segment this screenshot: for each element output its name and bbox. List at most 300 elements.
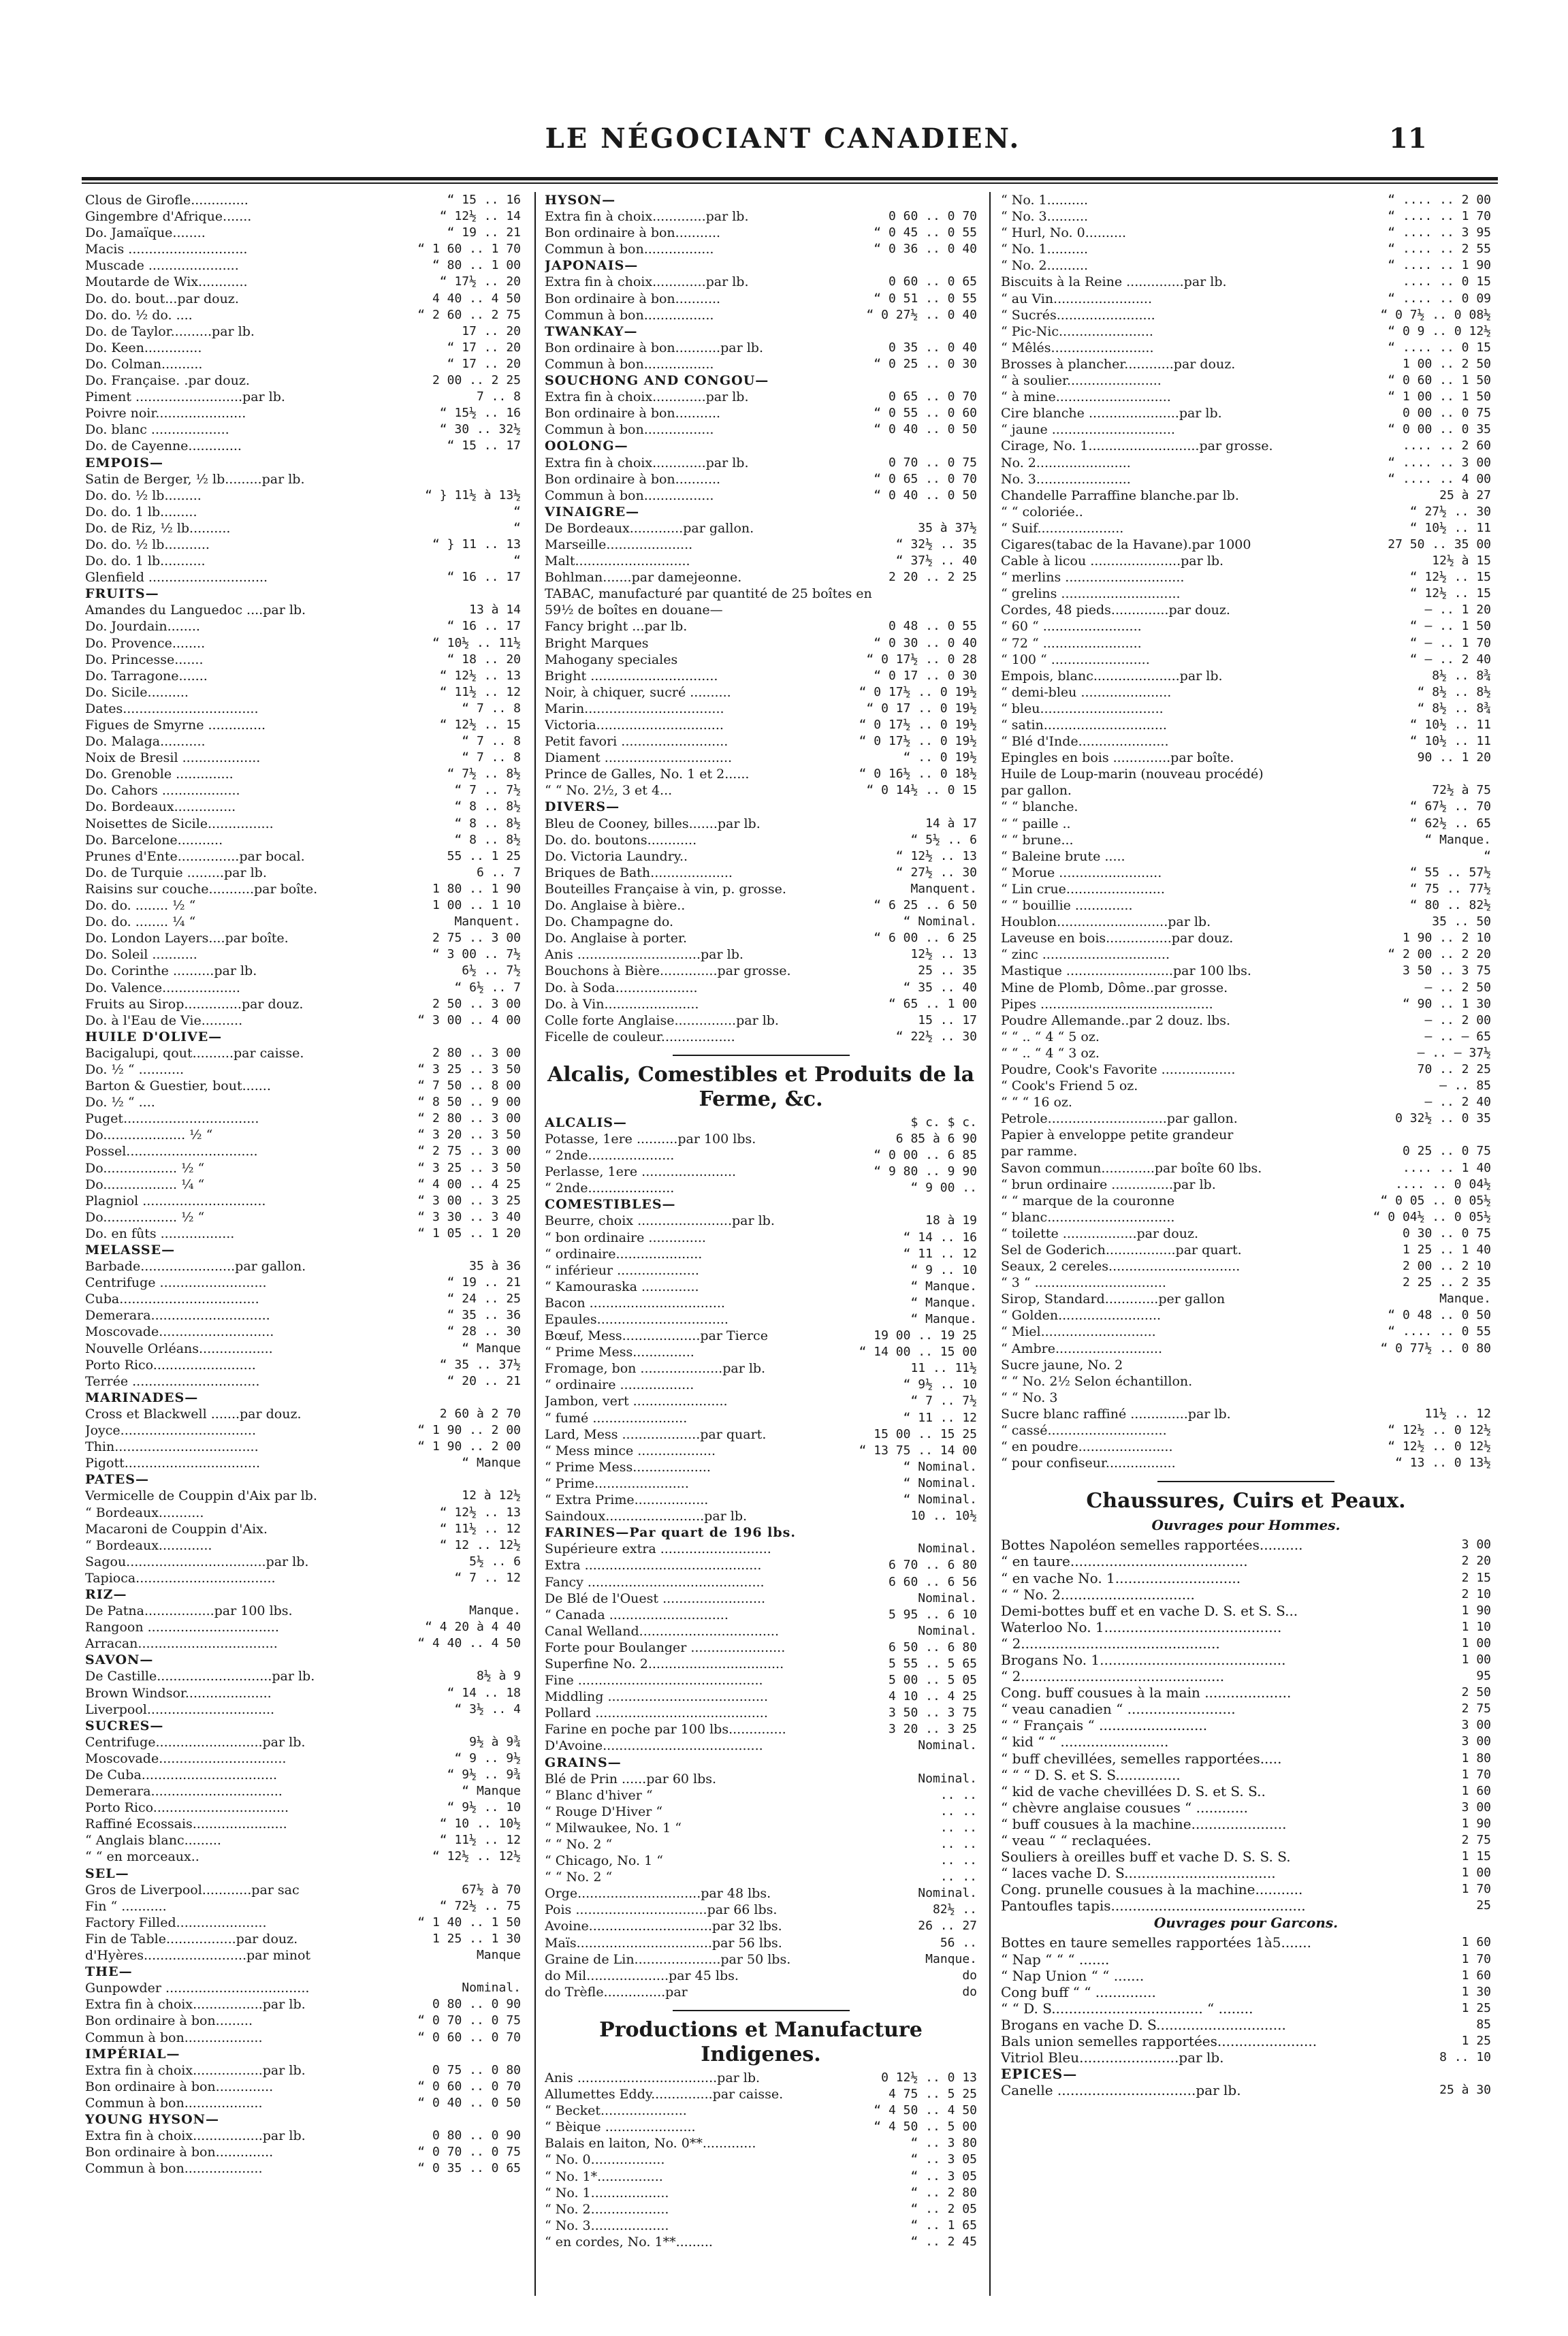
item-price: 0 80 .. 0 90 — [432, 2128, 521, 2143]
price-row — [1001, 980, 1491, 996]
item-label: “ No. 2.......... — [1001, 258, 1089, 274]
item-price: 0 32½ .. 0 35 — [1395, 1111, 1491, 1126]
item-label: “ No. 1.......... — [1001, 242, 1089, 257]
price-row — [545, 586, 977, 602]
item-label: Do. Corinthe ..........par lb. — [85, 963, 257, 979]
item-label: Pigott................................. — [85, 1456, 261, 1471]
item-price: “ 62½ .. 65 — [1409, 816, 1491, 831]
item-label: “ 2nde..................... — [545, 1181, 675, 1196]
item-label: “ Nap “ “ “ ....... — [1001, 1951, 1110, 1968]
item-label: ALCALIS— — [545, 1115, 627, 1130]
item-label: Do. à Vin....................... — [545, 996, 699, 1012]
item-label: “ 60 “ ........................ — [1001, 619, 1142, 635]
item-label: De Patna.................par 100 lbs. — [85, 1603, 293, 1619]
price-row — [85, 504, 521, 520]
price-row — [85, 405, 521, 421]
item-label: “ ordinaire .................. — [545, 1377, 694, 1393]
price-row — [85, 1373, 521, 1390]
price-row — [85, 438, 521, 454]
item-label: Do. de Turquie .........par lb. — [85, 865, 267, 880]
price-row — [85, 963, 521, 979]
item-label: Sel de Goderich.................par quart. — [1001, 1243, 1242, 1258]
item-price: 6 50 .. 6 80 — [888, 1639, 977, 1654]
item-price: 0 48 .. 0 55 — [888, 619, 977, 634]
price-row — [545, 274, 977, 290]
item-label: Do. Française. .par douz. — [85, 373, 250, 389]
item-price: “ 9 .. 9½ — [454, 1750, 521, 1765]
price-row — [545, 553, 977, 569]
item-label: Poudre, Cook's Favorite .................. — [1001, 1061, 1236, 1077]
item-label: Mahogany speciales — [545, 652, 678, 667]
item-price: 7 .. 8 — [476, 389, 521, 404]
item-label: Brogans en vache D. S.............................. — [1001, 2016, 1286, 2033]
price-row — [1001, 1799, 1491, 1816]
item-price: 0 70 .. 0 75 — [888, 455, 977, 470]
section-heading — [85, 2046, 521, 2062]
item-label: Do. do. bout...par douz. — [85, 291, 239, 306]
price-row — [85, 816, 521, 832]
price-row — [1001, 1242, 1491, 1258]
item-price: .. .. — [940, 1804, 977, 1819]
item-price: “ .. 2 45 — [910, 2234, 977, 2249]
item-label: “ demi-bleu ...................... — [1001, 684, 1172, 700]
price-row — [85, 1685, 521, 1701]
item-price: “ Nominal. — [903, 914, 977, 929]
price-row — [1001, 1094, 1491, 1110]
price-row — [1001, 487, 1491, 504]
item-price: “ 0 25 .. 0 30 — [874, 356, 977, 371]
price-row — [1001, 914, 1491, 930]
item-label: Commun à bon................. — [545, 487, 714, 503]
item-price: “ .. 0 19½ — [903, 750, 977, 765]
price-row — [85, 1143, 521, 1159]
price-row — [545, 1246, 977, 1262]
price-row — [1001, 1061, 1491, 1078]
item-label: Prunes d'Ente...............par bocal. — [85, 848, 305, 864]
item-label: “ “ No. 2½ Selon échantillon. — [1001, 1373, 1193, 1389]
item-label: Petrole.............................par gallon. — [1001, 1111, 1238, 1127]
item-label: Do. do. ½ lb........... — [85, 537, 210, 552]
item-price: “ 22½ .. 30 — [895, 1029, 977, 1044]
price-row — [545, 652, 977, 668]
section-heading — [85, 2111, 521, 2128]
item-label: Moscovade............................... — [85, 1750, 287, 1766]
price-row — [85, 257, 521, 274]
price-row — [545, 2119, 977, 2135]
price-row — [545, 684, 977, 701]
price-row — [1001, 946, 1491, 963]
item-price: 1 90 — [1461, 1603, 1491, 1618]
item-label: Cong buff “ “ .............. — [1001, 1983, 1156, 2000]
price-row — [85, 2013, 521, 2029]
price-row — [85, 1619, 521, 1635]
item-price: “ 1 60 .. 1 70 — [417, 242, 521, 257]
price-row — [1001, 1951, 1491, 1968]
section-heading — [85, 455, 521, 471]
item-price: — .. 2 00 — [1424, 1012, 1491, 1027]
item-price: “ 10½ .. 11½ — [432, 635, 521, 650]
price-row — [1001, 1934, 1491, 1951]
price-row — [1001, 1652, 1491, 1668]
item-price: 2 75 — [1461, 1701, 1491, 1716]
price-row — [85, 1882, 521, 1898]
item-label: “ “ bouillie .............. — [1001, 898, 1133, 914]
item-label: De Castille............................par lb. — [85, 1669, 315, 1684]
price-row — [545, 2135, 977, 2151]
item-price: “ .... .. 0 55 — [1388, 1324, 1491, 1339]
item-label: “ Hurl, No. 0.......... — [1001, 225, 1127, 241]
item-label: SEL— — [85, 1866, 129, 1881]
item-label: Commun à bon................... — [85, 2095, 263, 2111]
price-row — [85, 225, 521, 241]
item-label: “ No. 3................... — [545, 2218, 669, 2233]
item-label: Bright Marques — [545, 635, 649, 651]
item-price: “ 12½ .. 0 12½ — [1388, 1423, 1491, 1438]
price-row — [545, 881, 977, 897]
item-label: Bon ordinaire à bon........... — [545, 291, 721, 306]
item-label: Bon ordinaire à bon.............. — [85, 2079, 274, 2094]
price-row — [85, 1734, 521, 1750]
price-row — [85, 1406, 521, 1422]
item-price: “ .. 3 05 — [910, 2169, 977, 2183]
item-label: “ Extra Prime.................. — [545, 1492, 709, 1508]
price-row — [1001, 1422, 1491, 1439]
item-label: “ à mine............................ — [1001, 389, 1171, 405]
item-price: “ 7 .. 8 — [462, 701, 521, 716]
price-row — [1001, 1177, 1491, 1193]
item-label: Poudre Allemande..par 2 douz. lbs. — [1001, 1012, 1231, 1028]
item-price: “ 35 .. 37½ — [439, 1357, 521, 1372]
price-row — [545, 1344, 977, 1360]
price-row — [85, 389, 521, 405]
price-row — [1001, 1390, 1491, 1406]
item-price: “ Manque — [462, 1456, 521, 1471]
item-price: 17 .. 20 — [462, 323, 521, 338]
price-row — [1001, 520, 1491, 537]
item-price: “ 80 .. 1 00 — [432, 258, 521, 273]
item-price: 90 .. 1 20 — [1417, 750, 1491, 765]
item-price: 6 70 .. 6 80 — [888, 1558, 977, 1573]
item-label: Demerara................................ — [85, 1784, 283, 1799]
section-heading — [85, 586, 521, 602]
item-label: Do. Jourdain........ — [85, 619, 200, 635]
price-row — [85, 750, 521, 766]
item-price: “ 75 .. 77½ — [1409, 881, 1491, 896]
item-price: “ } 11½ à 13½ — [425, 487, 521, 502]
price-row — [545, 766, 977, 782]
price-row — [545, 602, 977, 618]
item-label: Puget................................. — [85, 1111, 259, 1127]
price-row — [1001, 1275, 1491, 1291]
item-label: “ Prime Mess................... — [545, 1459, 711, 1475]
item-price: “ 0 70 .. 0 75 — [417, 2145, 521, 2160]
section-heading — [545, 257, 977, 274]
item-label: Do. en fûts .................. — [85, 1226, 235, 1241]
item-price: 0 60 .. 0 65 — [888, 274, 977, 289]
item-label: “ “ Français “ ......................... — [1001, 1717, 1208, 1734]
item-label: Do. Jamaïque........ — [85, 225, 206, 241]
item-label: “ No. 1.......... — [1001, 193, 1089, 208]
price-row — [85, 668, 521, 684]
price-row — [85, 241, 521, 257]
item-label: Fin de Table.................par douz. — [85, 1931, 298, 1947]
price-row — [1001, 1619, 1491, 1635]
section-heading — [85, 1242, 521, 1258]
price-row — [1001, 405, 1491, 421]
price-row — [545, 1029, 977, 1045]
item-price: “ 67½ .. 70 — [1409, 799, 1491, 814]
item-price: 1 80 — [1461, 1750, 1491, 1765]
item-label: Cross et Blackwell .......par douz. — [85, 1406, 302, 1422]
item-price: “ 3 00 .. 7½ — [432, 947, 521, 962]
item-price: “ 2 80 .. 3 00 — [417, 1111, 521, 1126]
item-price: “ 35 .. 36 — [447, 1308, 521, 1323]
price-row — [545, 635, 977, 652]
item-label: Blé de Prin ......par 60 lbs. — [545, 1771, 717, 1787]
price-row — [85, 1307, 521, 1324]
item-price: 1 00 .. 2 50 — [1402, 356, 1491, 371]
item-label: Allumettes Eddy...............par caisse. — [545, 2087, 784, 2102]
item-price: 8½ .. 8¾ — [1432, 668, 1491, 683]
price-row — [545, 1360, 977, 1377]
item-label: Balais en laiton, No. 0**............. — [545, 2136, 756, 2151]
item-label: “ veau “ “ reclaquées. — [1001, 1832, 1151, 1849]
item-price: 8 .. 10 — [1439, 2050, 1491, 2065]
item-label: Do. do. 1 lb........... — [85, 554, 206, 569]
item-price: 1 90 .. 2 10 — [1402, 931, 1491, 946]
item-price: 3 50 .. 3 75 — [1402, 963, 1491, 978]
item-price: 56 .. — [940, 1935, 977, 1950]
item-label: “ Ambre.......................... — [1001, 1341, 1163, 1356]
item-label: PATES— — [85, 1472, 149, 1488]
item-label: Demi-bottes buff et en vache D. S. et S. S... — [1001, 1602, 1298, 1619]
item-label: Middling ....................................... — [545, 1689, 768, 1705]
item-label: Liverpool............................... — [85, 1701, 275, 1717]
item-label: “ Kamouraska .............. — [545, 1279, 699, 1294]
item-price: 82½ .. — [932, 1902, 977, 1917]
price-row — [545, 356, 977, 372]
item-price: “ 0 05 .. 0 05½ — [1380, 1193, 1491, 1208]
item-label: Glenfield ............................. — [85, 570, 268, 586]
price-row — [85, 1505, 521, 1521]
item-label: Avoine..............................par 32 lbs. — [545, 1919, 782, 1934]
item-price: “ 24 .. 25 — [447, 1292, 521, 1307]
item-price: “ 3 30 .. 3 40 — [417, 1209, 521, 1224]
item-label: Porto Rico................................. — [85, 1800, 289, 1816]
price-row — [1001, 2017, 1491, 2033]
item-label: Rangoon ................................ — [85, 1620, 279, 1635]
item-price: “ 16 .. 17 — [447, 619, 521, 634]
item-price: “ 7 .. 7½ — [454, 783, 521, 798]
item-label: “ Pic-Nic....................... — [1001, 323, 1153, 339]
item-price: 2 50 — [1461, 1685, 1491, 1700]
item-label: Do. de Riz, ½ lb.......... — [85, 520, 231, 536]
price-row — [1001, 1291, 1491, 1307]
price-row — [85, 733, 521, 750]
item-price: 1 00 .. 1 10 — [432, 898, 521, 913]
item-price: “ 9½ .. 10 — [447, 1800, 521, 1815]
item-label: Gunpowder ................................... — [85, 1981, 310, 1996]
price-row — [545, 2218, 977, 2234]
item-price: 1 25 .. 1 30 — [432, 1931, 521, 1946]
item-price: “ 14 .. 16 — [903, 1230, 977, 1245]
price-row — [85, 2079, 521, 2095]
price-row — [1001, 569, 1491, 586]
item-label: “ en vache No. 1............................. — [1001, 1569, 1241, 1586]
item-label: “ zinc ............................... — [1001, 947, 1170, 963]
price-row — [85, 996, 521, 1012]
item-label: DIVERS— — [545, 799, 620, 815]
price-row — [545, 963, 977, 979]
item-price: “ 14 00 .. 15 00 — [859, 1345, 977, 1360]
section-heading — [545, 1755, 977, 1771]
item-price: “ — .. 1 50 — [1409, 619, 1491, 634]
item-price: 72½ à 75 — [1432, 783, 1491, 798]
item-price: 3 00 — [1461, 1718, 1491, 1733]
item-label: Vitriol Bleu.......................par lb. — [1001, 2049, 1224, 2066]
item-label: “ Miel............................ — [1001, 1324, 1156, 1340]
item-price: “ 0 17½ .. 0 19½ — [859, 684, 977, 699]
item-label: GRAINS— — [545, 1755, 622, 1770]
item-price: 35 .. 50 — [1432, 914, 1491, 929]
item-price: .... .. 0 15 — [1402, 274, 1491, 289]
item-label: Commun à bon................... — [85, 2161, 263, 2177]
section-heading — [545, 323, 977, 340]
item-label: Gingembre d'Afrique....... — [85, 209, 252, 225]
item-price: “ 3 00 .. 4 00 — [417, 1012, 521, 1027]
item-price: Nominal. — [918, 1771, 977, 1786]
item-price: 5½ .. 6 — [469, 1554, 521, 1569]
section-heading — [545, 1115, 977, 1131]
item-label: Bon ordinaire à bon........... — [545, 406, 721, 421]
price-row — [1001, 1537, 1491, 1553]
price-row — [85, 1947, 521, 1964]
item-label: COMESTIBLES— — [545, 1197, 676, 1213]
item-label: Mastique ..........................par 100 lbs. — [1001, 963, 1251, 979]
item-label: Mine de Plomb, Dôme..par grosse. — [1001, 980, 1228, 995]
item-price: Nominal. — [918, 1886, 977, 1901]
item-label: “ “ .. “ 4 “ 3 oz. — [1001, 1045, 1100, 1061]
item-price: “ .... .. 3 00 — [1388, 455, 1491, 470]
item-price: “ 2 60 .. 2 75 — [417, 307, 521, 322]
item-label: Macaroni de Couppin d'Aix. — [85, 1521, 268, 1537]
item-label: “ veau canadien “ ......................... — [1001, 1701, 1236, 1718]
item-price: “ Manque — [462, 1341, 521, 1356]
item-label: Canal Welland.................................. — [545, 1623, 779, 1639]
item-label: “ brun ordinaire ...............par lb. — [1001, 1177, 1216, 1192]
item-price: “ 55 .. 57½ — [1409, 865, 1491, 880]
item-price: “ Nominal. — [903, 1492, 977, 1507]
item-price: “ 7 .. 8 — [462, 734, 521, 749]
item-label: “ Morue ......................... — [1001, 865, 1162, 880]
item-label: “ Blé d'Inde...................... — [1001, 734, 1169, 750]
price-row — [85, 652, 521, 668]
item-price: “ Manque. — [1424, 832, 1491, 847]
price-row — [85, 1832, 521, 1849]
price-row — [545, 1689, 977, 1705]
item-label: Do. Victoria Laundry.. — [545, 848, 688, 864]
item-label: “ laces vache D. S................................... — [1001, 1865, 1276, 1882]
price-row — [1001, 192, 1491, 208]
price-row — [85, 980, 521, 996]
item-label: De Bordeaux.............par gallon. — [545, 520, 754, 536]
item-price: “ 8½ .. 8¾ — [1417, 701, 1491, 716]
item-price: “ 1 90 .. 2 00 — [417, 1439, 521, 1454]
price-row — [1001, 1570, 1491, 1586]
price-row — [1001, 1717, 1491, 1733]
item-label: TABAC, manufacturé par quantité de 25 boîtes en — [545, 586, 872, 602]
item-price: “ 30 .. 32½ — [439, 422, 521, 437]
item-label: OOLONG— — [545, 438, 628, 454]
item-price: — .. 85 — [1439, 1078, 1491, 1093]
item-label: Noir, à chiquer, sucré .......... — [545, 684, 731, 700]
item-label: “ “ blanche. — [1001, 799, 1078, 815]
item-label: Extra fin à choix.................par lb. — [85, 2062, 306, 2078]
price-row — [1001, 1750, 1491, 1767]
item-label: Huile de Loup-marin (nouveau procédé) — [1001, 767, 1264, 782]
section-heading — [545, 1524, 977, 1541]
item-label: “ Bordeaux............. — [85, 1537, 212, 1553]
item-price: 2 15 — [1461, 1570, 1491, 1585]
item-label: Do. Valence................... — [85, 980, 240, 995]
price-row — [545, 701, 977, 717]
item-label: “ fumé ....................... — [545, 1410, 688, 1426]
item-price: 1 15 — [1461, 1849, 1491, 1864]
item-price: 0 12½ .. 0 13 — [881, 2070, 977, 2085]
item-label: “ “ No. 2½, 3 et 4... — [545, 783, 673, 799]
item-label: Do. ½ “ ........... — [85, 1061, 185, 1077]
price-row — [1001, 1849, 1491, 1865]
price-row — [85, 1341, 521, 1357]
price-row — [85, 1061, 521, 1078]
item-label: No. 3....................... — [1001, 471, 1131, 487]
price-row — [1001, 586, 1491, 602]
item-label: Fromage, bon ....................par lb. — [545, 1361, 766, 1377]
item-label: SOUCHONG AND CONGOU— — [545, 373, 769, 389]
item-label: Gros de Liverpool............par sac — [85, 1882, 300, 1898]
price-row — [545, 2070, 977, 2086]
price-row — [85, 1357, 521, 1373]
price-row — [1001, 1373, 1491, 1390]
item-label: “ “ No. 2 “ — [545, 1870, 613, 1885]
item-price: “ 0 04½ .. 0 05½ — [1373, 1209, 1491, 1224]
item-label: Brosses à plancher............par douz. — [1001, 356, 1236, 372]
item-label: Do. de Taylor..........par lb. — [85, 323, 255, 339]
item-label: “ Canada ............................. — [545, 1607, 729, 1622]
price-row — [85, 569, 521, 586]
item-price: 3 50 .. 3 75 — [888, 1706, 977, 1721]
price-row — [85, 307, 521, 323]
item-price: “ 17½ .. 20 — [439, 274, 521, 289]
item-price: 5 95 .. 6 10 — [888, 1607, 977, 1622]
item-label: “ 3 “ ................................ — [1001, 1275, 1166, 1291]
item-price: Manque — [476, 1948, 521, 1963]
item-price: “ 0 30 .. 0 40 — [874, 635, 977, 650]
item-label: Figues de Smyrne .............. — [85, 718, 266, 733]
item-label: Bouteilles Française à vin, p. grosse. — [545, 881, 786, 897]
item-price: “ 4 50 .. 5 00 — [874, 2119, 977, 2134]
price-row — [545, 1410, 977, 1426]
price-row — [545, 1672, 977, 1689]
price-row — [85, 897, 521, 914]
price-row — [85, 848, 521, 865]
item-price: 10 .. 10½ — [910, 1509, 977, 1524]
item-price: “ 0 60 .. 1 50 — [1388, 373, 1491, 388]
price-row — [85, 520, 521, 537]
item-price: “ 32½ .. 35 — [895, 537, 977, 551]
item-price: “ 0 65 .. 0 70 — [874, 471, 977, 486]
item-price: “ 0 00 .. 6 85 — [874, 1148, 977, 1163]
